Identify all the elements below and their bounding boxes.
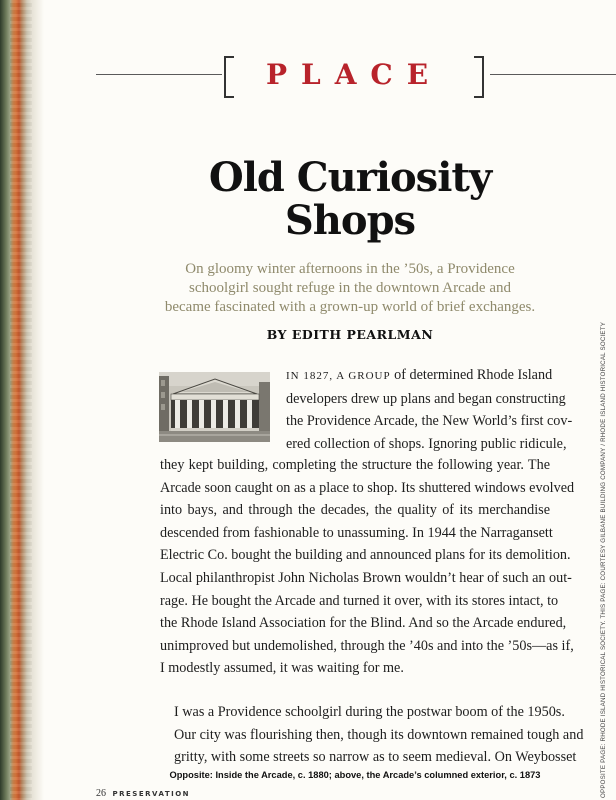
page-number: 26 bbox=[96, 788, 106, 799]
section-bracket-right bbox=[474, 56, 484, 98]
text-line: gritty, with some streets so narrow as to seem medieval. On Weybosset bbox=[174, 749, 577, 766]
text-line bbox=[286, 364, 553, 388]
section-bracket-left bbox=[224, 56, 234, 98]
header-rule-left bbox=[96, 74, 222, 75]
header-rule-right bbox=[490, 74, 616, 75]
text-line: unimproved but undemolished, through the ’40s and into the ’50s—as if, bbox=[160, 637, 574, 654]
text-line: the Providence Arcade, the New World’s first cov- bbox=[286, 413, 573, 430]
arcade-exterior-photo bbox=[159, 372, 270, 442]
magazine-name: PRESERVATION bbox=[112, 790, 191, 798]
byline: BY EDITH PEARLMAN bbox=[266, 327, 434, 342]
article-title-line-2: Shops bbox=[284, 197, 416, 244]
text-line: I was a Providence schoolgirl during the postwar boom of the 1950s. bbox=[174, 704, 565, 720]
arcade-facade-illustration bbox=[159, 372, 270, 442]
article-title bbox=[150, 156, 550, 242]
section-label: PLACE bbox=[265, 58, 443, 91]
text-line: the Rhode Island Association for the Blind. And so the Arcade endured, bbox=[160, 615, 567, 632]
photo-caption: Opposite: Inside the Arcade, c. 1880; above, the Arcade’s columned exterior, c. 1873 bbox=[169, 770, 541, 780]
text-line-rest: of determined Rhode Island bbox=[390, 367, 553, 383]
text-line: into bays, and through the decades, the quality of its merchandise bbox=[160, 502, 550, 519]
article-paragraph-2 bbox=[160, 701, 584, 769]
text-line: developers drew up plans and began constructing bbox=[286, 390, 566, 407]
photo-credit-line: OPPOSITE PAGE: RHODE ISLAND HISTORICAL SOCIETY. THIS PAGE: COURTESY GILBANE BUILDING COMPANY / RHODE ISLAND HISTORICAL SOCIETY bbox=[600, 321, 607, 798]
text-line: they kept building, completing the structure the following year. The bbox=[160, 457, 550, 473]
text-line: Electric Co. bought the building and announced plans for its demolition. bbox=[160, 547, 571, 564]
text-line: Arcade soon caught on as a place to shop. Its shuttered windows evolved bbox=[160, 479, 575, 496]
deck-line: became fascinated with a grown-up world of brief exchanges. bbox=[164, 299, 536, 315]
page-footer bbox=[96, 788, 190, 799]
text-line: ered collection of shops. Ignoring public ridicule, bbox=[286, 435, 567, 452]
text-line: I modestly assumed, it was waiting for me. bbox=[160, 660, 404, 677]
drop-in-small-caps: IN 1827, A GROUP bbox=[286, 370, 391, 382]
deck-line: On gloomy winter afternoons in the ’50s, a Providence bbox=[185, 261, 515, 277]
text-line: descended from fashionable to unassuming. In 1944 the Narragansett bbox=[160, 524, 553, 541]
article-paragraph-1 bbox=[160, 454, 575, 680]
page-edges-texture bbox=[10, 0, 32, 800]
text-line: Local philanthropist John Nicholas Brown wouldn’t hear of such an out- bbox=[160, 569, 572, 586]
article-deck bbox=[160, 260, 540, 317]
deck-line: schoolgirl sought refuge in the downtown Arcade and bbox=[188, 280, 511, 296]
article-paragraph-1-top bbox=[286, 364, 573, 455]
text-line: rage. He bought the Arcade and turned it over, with its stores intact, to bbox=[160, 592, 559, 609]
article-title-line-1: Old Curiosity bbox=[208, 154, 492, 201]
text-line: Our city was flourishing then, though its downtown remained tough and bbox=[174, 726, 584, 743]
